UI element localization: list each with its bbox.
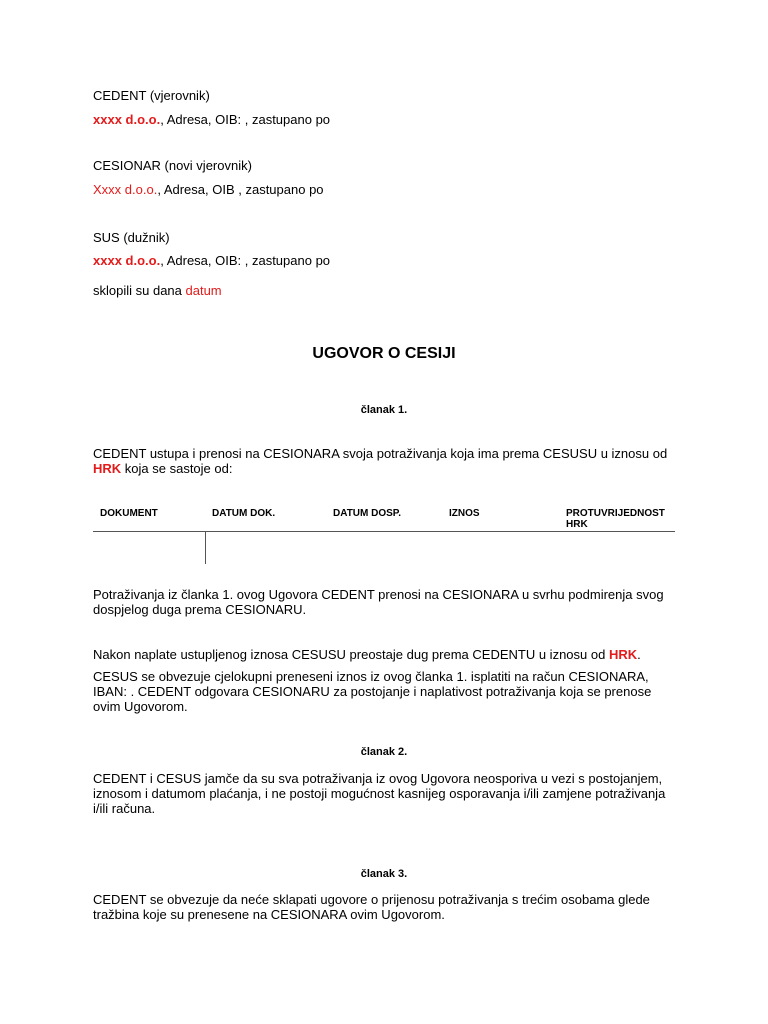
cesionar-details: , Adresa, OIB , zastupano po [157, 182, 324, 197]
article-1-intro-end: koja se sastoje od: [121, 461, 233, 476]
article-3-text: CEDENT se obvezuje da neće sklapati ugovore o prijenosu potraživanja s trećim osobama glede tražbina koje su prenesene na CESIONARA ovim Ugovorom. [93, 892, 650, 922]
table-header-dokument: DOKUMENT [100, 508, 158, 519]
document-title: UGOVOR O CESIJI [312, 345, 456, 362]
article-1-para-2-suffix: . [637, 647, 641, 662]
table-divider [93, 531, 675, 532]
article-2-text: CEDENT i CESUS jamče da su sva potraživanja iz ovog Ugovora neosporiva u vezi s postojanjem, iznosom i datumom plaćanja, i ne postoji mogućnost kasnijeg osporavanja i/ili zamjene potraživanja i/ili računa. [93, 771, 666, 816]
article-1-heading: članak 1. [360, 404, 408, 416]
article-1-para-2-currency: HRK [608, 647, 638, 662]
article-1-currency: HRK [93, 461, 122, 476]
table-header-datum-dosp: DATUM DOSP. [333, 508, 401, 519]
article-1-para-1: Potraživanja iz članka 1. ovog Ugovora CEDENT prenosi na CESIONARA u svrhu podmirenja svog dospjelog duga prema CESIONARU. [93, 587, 664, 617]
article-1-para-2-text: Nakon naplate ustupljenog iznosa CESUSU preostaje dug prema CEDENTU u iznosu od [93, 647, 609, 662]
cedent-name: xxxx d.o.o. [93, 112, 161, 127]
sus-label: SUS (dužnik) [93, 230, 170, 245]
concluded-date: datum [185, 283, 222, 298]
cesionar-name: Xxxx d.o.o. [93, 182, 158, 197]
table-header-iznos: IZNOS [449, 508, 480, 519]
cesionar-line [93, 182, 324, 197]
article-3-heading: članak 3. [360, 868, 408, 880]
table-column-divider [205, 532, 206, 564]
article-1-para-3: CESUS se obvezuje cjelokupni preneseni iznos iz ovog članka 1. isplatiti na račun CESIONARA, IBAN: . CEDENT odgovara CESIONARU za postojanje i naplativost potraživanja koja se prenose ovim Ugovorom. [93, 669, 652, 714]
article-2-heading: članak 2. [360, 746, 408, 758]
concluded-line [93, 283, 222, 298]
concluded-prefix: sklopili su dana [93, 283, 186, 298]
cedent-details: , Adresa, OIB: , zastupano po [160, 112, 331, 127]
cesionar-label: CESIONAR (novi vjerovnik) [93, 158, 252, 173]
sus-name: xxxx d.o.o. [93, 253, 161, 268]
table-header-datum-dok: DATUM DOK. [212, 508, 276, 519]
cedent-label: CEDENT (vjerovnik) [93, 88, 210, 103]
article-1-para-2 [93, 647, 673, 662]
cedent-line [93, 112, 330, 127]
table-header-protuvrijednost: PROTUVRIJEDNOST HRK [566, 508, 665, 530]
article-1-intro-text: CEDENT ustupa i prenosi na CESIONARA svoja potraživanja koja ima prema CESUSU u iznosu od [93, 446, 668, 461]
sus-details: , Adresa, OIB: , zastupano po [160, 253, 331, 268]
article-1-intro [93, 446, 673, 476]
sus-line [93, 253, 330, 268]
